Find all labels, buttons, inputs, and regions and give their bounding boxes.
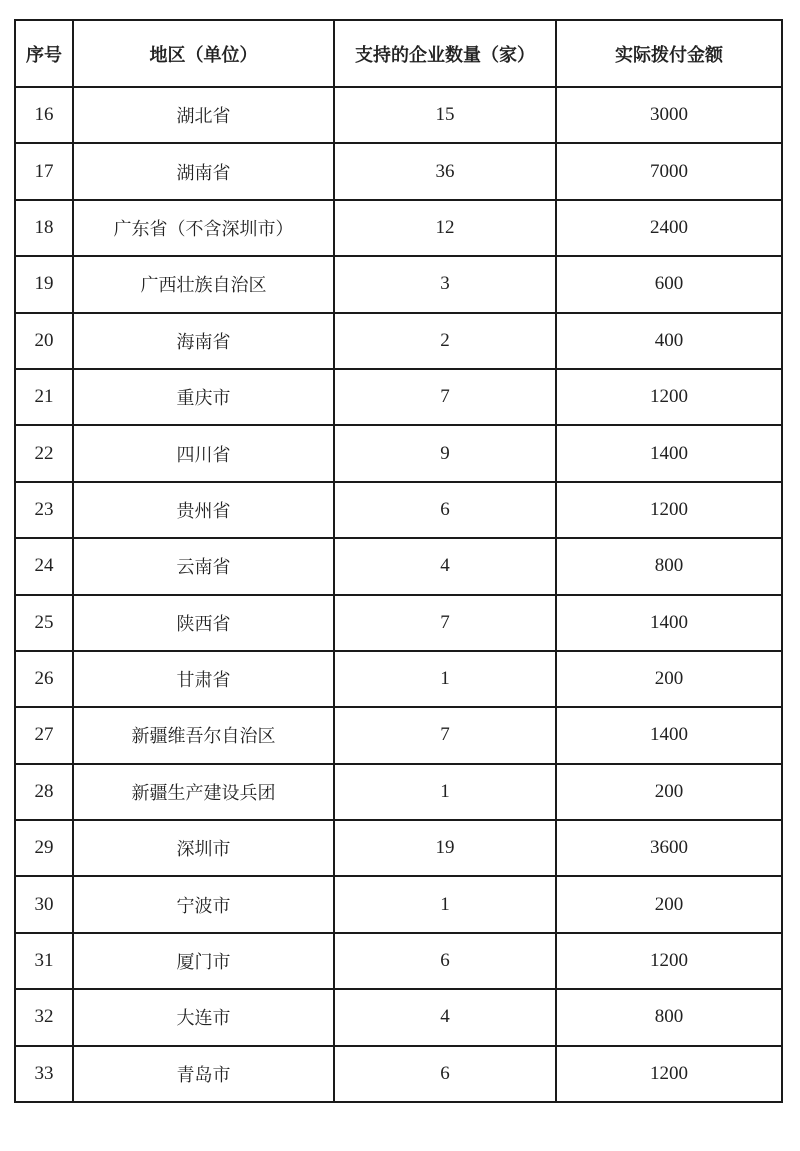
cell-seq: 31 xyxy=(15,933,73,989)
cell-enterprise-count: 2 xyxy=(334,313,556,369)
cell-seq: 19 xyxy=(15,256,73,312)
table-row xyxy=(15,143,782,199)
cell-seq: 23 xyxy=(15,482,73,538)
cell-amount: 7000 xyxy=(556,143,782,199)
cell-amount: 200 xyxy=(556,764,782,820)
cell-amount: 1200 xyxy=(556,1046,782,1102)
cell-amount: 600 xyxy=(556,256,782,312)
cell-region: 重庆市 xyxy=(73,369,334,425)
table-row xyxy=(15,764,782,820)
cell-region: 厦门市 xyxy=(73,933,334,989)
table-row xyxy=(15,256,782,312)
cell-region: 新疆生产建设兵团 xyxy=(73,764,334,820)
cell-region: 四川省 xyxy=(73,425,334,481)
header-amount: 实际拨付金额 xyxy=(556,20,782,87)
cell-amount: 200 xyxy=(556,876,782,932)
table-row xyxy=(15,200,782,256)
table-row xyxy=(15,989,782,1045)
cell-amount: 2400 xyxy=(556,200,782,256)
cell-seq: 17 xyxy=(15,143,73,199)
cell-enterprise-count: 6 xyxy=(334,933,556,989)
cell-amount: 400 xyxy=(556,313,782,369)
header-enterprise-count: 支持的企业数量（家） xyxy=(334,20,556,87)
cell-region: 新疆维吾尔自治区 xyxy=(73,707,334,763)
cell-amount: 800 xyxy=(556,989,782,1045)
table-row xyxy=(15,651,782,707)
cell-seq: 26 xyxy=(15,651,73,707)
cell-enterprise-count: 19 xyxy=(334,820,556,876)
cell-amount: 1400 xyxy=(556,707,782,763)
cell-region: 陕西省 xyxy=(73,595,334,651)
cell-enterprise-count: 4 xyxy=(334,538,556,594)
cell-seq: 21 xyxy=(15,369,73,425)
table-row xyxy=(15,482,782,538)
cell-seq: 29 xyxy=(15,820,73,876)
allocation-table xyxy=(14,19,783,1103)
header-seq: 序号 xyxy=(15,20,73,87)
cell-enterprise-count: 1 xyxy=(334,651,556,707)
cell-seq: 28 xyxy=(15,764,73,820)
cell-enterprise-count: 7 xyxy=(334,707,556,763)
cell-amount: 200 xyxy=(556,651,782,707)
cell-seq: 27 xyxy=(15,707,73,763)
cell-amount: 1200 xyxy=(556,933,782,989)
table-row xyxy=(15,876,782,932)
cell-seq: 25 xyxy=(15,595,73,651)
header-region: 地区（单位） xyxy=(73,20,334,87)
cell-seq: 32 xyxy=(15,989,73,1045)
cell-enterprise-count: 7 xyxy=(334,595,556,651)
cell-region: 海南省 xyxy=(73,313,334,369)
cell-region: 贵州省 xyxy=(73,482,334,538)
cell-enterprise-count: 36 xyxy=(334,143,556,199)
cell-seq: 16 xyxy=(15,87,73,143)
cell-enterprise-count: 12 xyxy=(334,200,556,256)
cell-region: 广东省（不含深圳市） xyxy=(73,200,334,256)
cell-seq: 18 xyxy=(15,200,73,256)
cell-amount: 3000 xyxy=(556,87,782,143)
table-row xyxy=(15,369,782,425)
cell-enterprise-count: 4 xyxy=(334,989,556,1045)
cell-region: 湖南省 xyxy=(73,143,334,199)
cell-region: 宁波市 xyxy=(73,876,334,932)
table-row xyxy=(15,820,782,876)
cell-enterprise-count: 3 xyxy=(334,256,556,312)
cell-enterprise-count: 6 xyxy=(334,482,556,538)
table-header-row xyxy=(15,20,782,87)
cell-amount: 1200 xyxy=(556,482,782,538)
cell-seq: 30 xyxy=(15,876,73,932)
cell-amount: 1200 xyxy=(556,369,782,425)
cell-seq: 33 xyxy=(15,1046,73,1102)
cell-region: 深圳市 xyxy=(73,820,334,876)
table-row xyxy=(15,313,782,369)
cell-region: 青岛市 xyxy=(73,1046,334,1102)
table-row xyxy=(15,538,782,594)
cell-region: 广西壮族自治区 xyxy=(73,256,334,312)
cell-amount: 1400 xyxy=(556,425,782,481)
table-row xyxy=(15,707,782,763)
table-row xyxy=(15,595,782,651)
cell-amount: 800 xyxy=(556,538,782,594)
cell-enterprise-count: 6 xyxy=(334,1046,556,1102)
cell-region: 大连市 xyxy=(73,989,334,1045)
table-row xyxy=(15,933,782,989)
table-row xyxy=(15,87,782,143)
cell-enterprise-count: 1 xyxy=(334,876,556,932)
cell-seq: 24 xyxy=(15,538,73,594)
cell-region: 云南省 xyxy=(73,538,334,594)
table-row xyxy=(15,425,782,481)
table-row xyxy=(15,1046,782,1102)
cell-region: 湖北省 xyxy=(73,87,334,143)
cell-enterprise-count: 15 xyxy=(334,87,556,143)
table-body xyxy=(15,87,782,1102)
cell-seq: 20 xyxy=(15,313,73,369)
cell-seq: 22 xyxy=(15,425,73,481)
cell-enterprise-count: 1 xyxy=(334,764,556,820)
cell-enterprise-count: 9 xyxy=(334,425,556,481)
cell-enterprise-count: 7 xyxy=(334,369,556,425)
cell-region: 甘肃省 xyxy=(73,651,334,707)
cell-amount: 3600 xyxy=(556,820,782,876)
cell-amount: 1400 xyxy=(556,595,782,651)
